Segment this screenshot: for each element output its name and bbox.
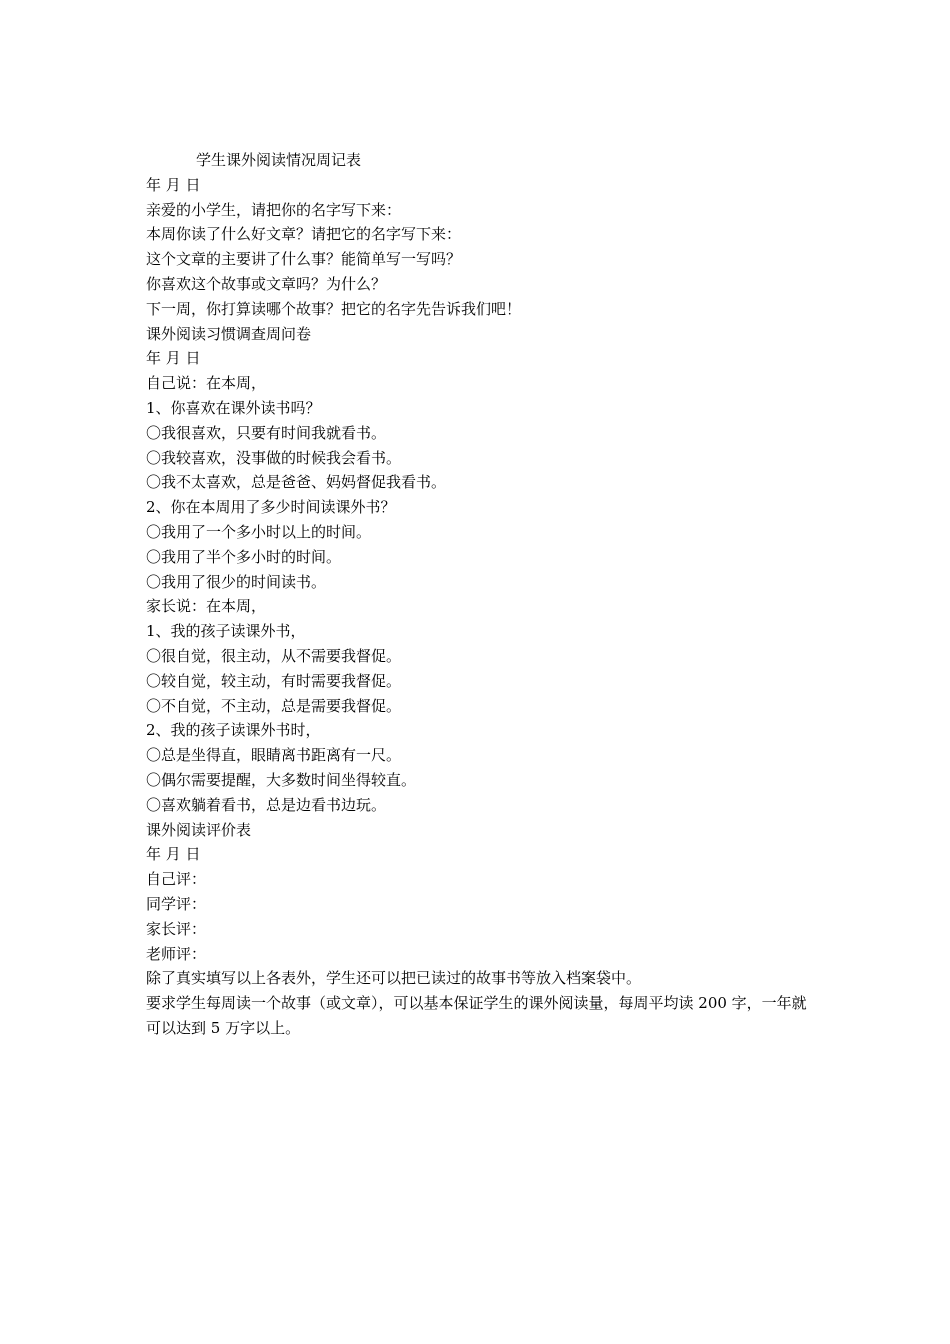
section1-title: 学生课外阅读情况周记表 <box>196 151 362 169</box>
self-heading: 自己说：在本周， <box>146 374 267 393</box>
section1-date: 年 月 日 <box>146 175 201 194</box>
evaluation-self: 自己评： <box>146 870 207 889</box>
section1-line: 你喜欢这个故事或文章吗？为什么？ <box>146 274 387 293</box>
evaluation-parent: 家长评： <box>146 919 207 938</box>
section1-line: 下一周，你打算读哪个故事？把它的名字先告诉我们吧！ <box>146 299 522 318</box>
section2-title: 课外阅读习惯调查周问卷 <box>146 324 312 343</box>
section1-line: 亲爱的小学生，请把你的名字写下来： <box>146 200 402 219</box>
parent-heading: 家长说：在本周， <box>146 597 267 616</box>
section2-date: 年 月 日 <box>146 349 201 368</box>
q2-option: 〇我用了半个多小时的时间。 <box>146 547 342 566</box>
document-page <box>146 148 826 1041</box>
q2-option: 〇我用了很少的时间读书。 <box>146 572 327 591</box>
evaluation-classmate: 同学评： <box>146 894 207 913</box>
p2-option: 〇偶尔需要提醒，大多数时间坐得较直。 <box>146 770 417 789</box>
section3-date: 年 月 日 <box>146 845 201 864</box>
parent-question-1: 1、我的孩子读课外书， <box>146 622 306 641</box>
note-portfolio: 除了真实填写以上各表外，学生还可以把已读过的故事书等放入档案袋中。 <box>146 969 642 988</box>
section1-line: 这个文章的主要讲了什么事？能简单写一写吗？ <box>146 250 462 269</box>
q1-option: 〇我不太喜欢，总是爸爸、妈妈督促我看书。 <box>146 473 447 492</box>
question-1: 1、你喜欢在课外读书吗？ <box>146 398 321 417</box>
q1-option: 〇我较喜欢，没事做的时候我会看书。 <box>146 448 402 467</box>
q1-option: 〇我很喜欢，只要有时间我就看书。 <box>146 423 387 442</box>
question-2: 2、你在本周用了多少时间读课外书？ <box>146 498 396 517</box>
p1-option: 〇较自觉，较主动，有时需要我督促。 <box>146 671 402 690</box>
p1-option: 〇很自觉，很主动，从不需要我督促。 <box>146 646 402 665</box>
p1-option: 〇不自觉，不主动，总是需要我督促。 <box>146 696 402 715</box>
section1-line: 本周你读了什么好文章？请把它的名字写下来： <box>146 225 462 244</box>
p2-option: 〇喜欢躺着看书，总是边看书边玩。 <box>146 795 387 814</box>
parent-question-2: 2、我的孩子读课外书时， <box>146 721 321 740</box>
note-reading-requirement: 要求学生每周读一个故事（或文章），可以基本保证学生的课外阅读量，每周平均读 200 字，一年就可以达到 5 万字以上。 <box>146 994 807 1037</box>
evaluation-teacher: 老师评： <box>146 944 207 963</box>
section3-title: 课外阅读评价表 <box>146 820 252 839</box>
q2-option: 〇我用了一个多小时以上的时间。 <box>146 522 372 541</box>
p2-option: 〇总是坐得直，眼睛离书距离有一尺。 <box>146 746 402 765</box>
